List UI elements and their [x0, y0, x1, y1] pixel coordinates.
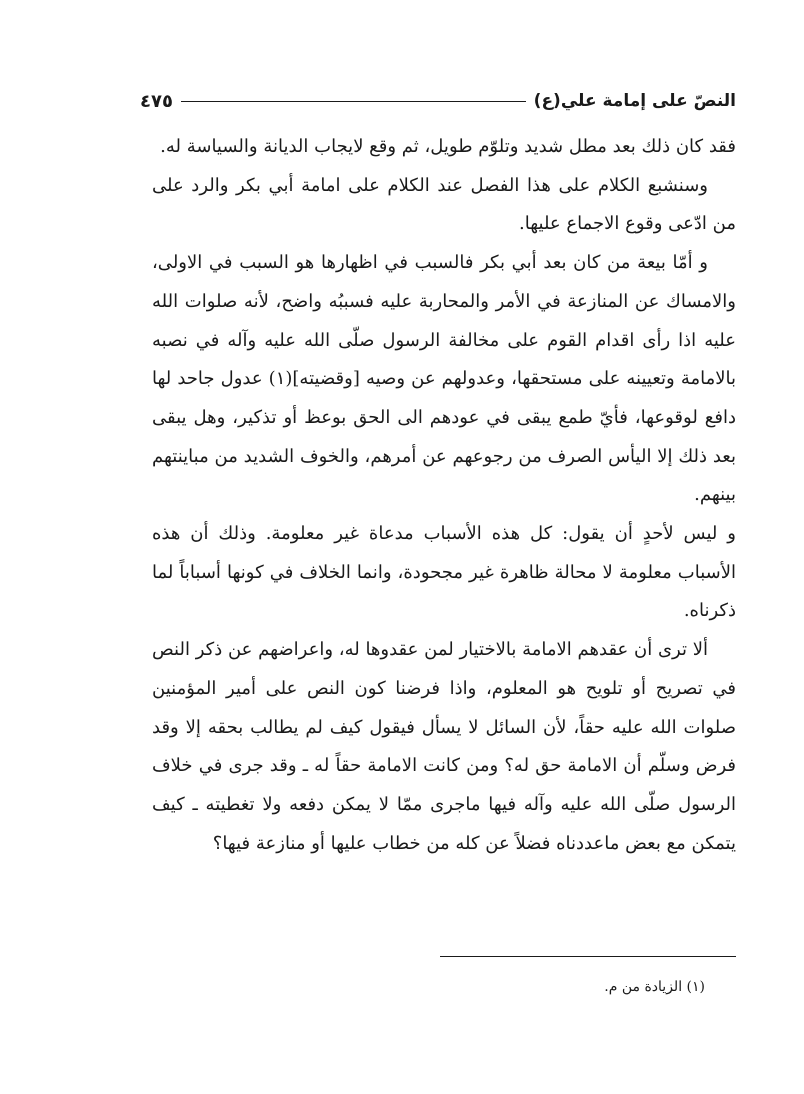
running-header — [140, 86, 736, 116]
paragraph-1: فقد كان ذلك بعد مطل شديد وتلوّم طويل، ثم وقع لايجاب الديانة والسياسة له. — [160, 136, 736, 157]
body-text — [152, 128, 736, 863]
footnote: (١) الزيادة من م. — [604, 979, 705, 995]
paragraph-5: ألا ترى أن عقدهم الامامة بالاختيار لمن عقدوها له، واعراضهم عن ذكر النص في تصريح أو تلويح هو المعلوم، واذا فرضنا كون النص على أمير المؤمنين صلوات الله عليه حقاً، لأن السائل لا يسأل فيقول كيف لم يطالب بحقه إلا وقد فرض وسلّم أن الامامة حق له؟ ومن كانت الامامة حقاً له ـ وقد جرى في خلاف الرسول صلّى الله عليه وآله فيها ماجرى ممّا لا يمكن دفعه ولا تغطيته ـ كيف يتمكن مع بعض ماعددناه فضلاً عن كله من خطاب عليها أو منازعة فيها؟ — [152, 639, 736, 854]
footnote-rule — [440, 956, 736, 957]
header-rule — [181, 101, 526, 102]
running-title: النصّ على إمامة علي(ع) — [533, 91, 736, 111]
paragraph-2: وسنشبع الكلام على هذا الفصل عند الكلام على امامة أبي بكر والرد على من ادّعى وقوع الاجماع عليها. — [152, 174, 736, 235]
page-number: ٤٧٥ — [140, 90, 173, 112]
paragraph-3: و أمّا بيعة من كان بعد أبي بكر فالسبب في اظهارها هو السبب في الاولى، والامساك عن المنازعة في الأمر والمحاربة عليه فسببُه واضح، لأنه صلوات الله عليه اذا رأى اقدام القوم على مخالفة الرسول صلّى الله عليه وآله في نصبه بالامامة وتعيينه على مستحقها، وعدولهم عن وصيه [وقضيته](١) عدول جاحد لها دافع لوقوعها، فأيّ طمع يبقى في عودهم الى الحق بوعظ أو تذكير، وهل يبقى بعد ذلك إلا اليأس الصرف من رجوعهم عن أمرهم، والخوف الشديد من مباينتهم بينهم. — [152, 252, 737, 506]
paragraph-4: و ليس لأحدٍ أن يقول: كل هذه الأسباب مدعاة غير معلومة. وذلك أن هذه الأسباب معلومة لا محالة ظاهرة غير مجحودة، وانما الخلاف في كونها أسباباً لما ذكرناه. — [152, 523, 736, 622]
